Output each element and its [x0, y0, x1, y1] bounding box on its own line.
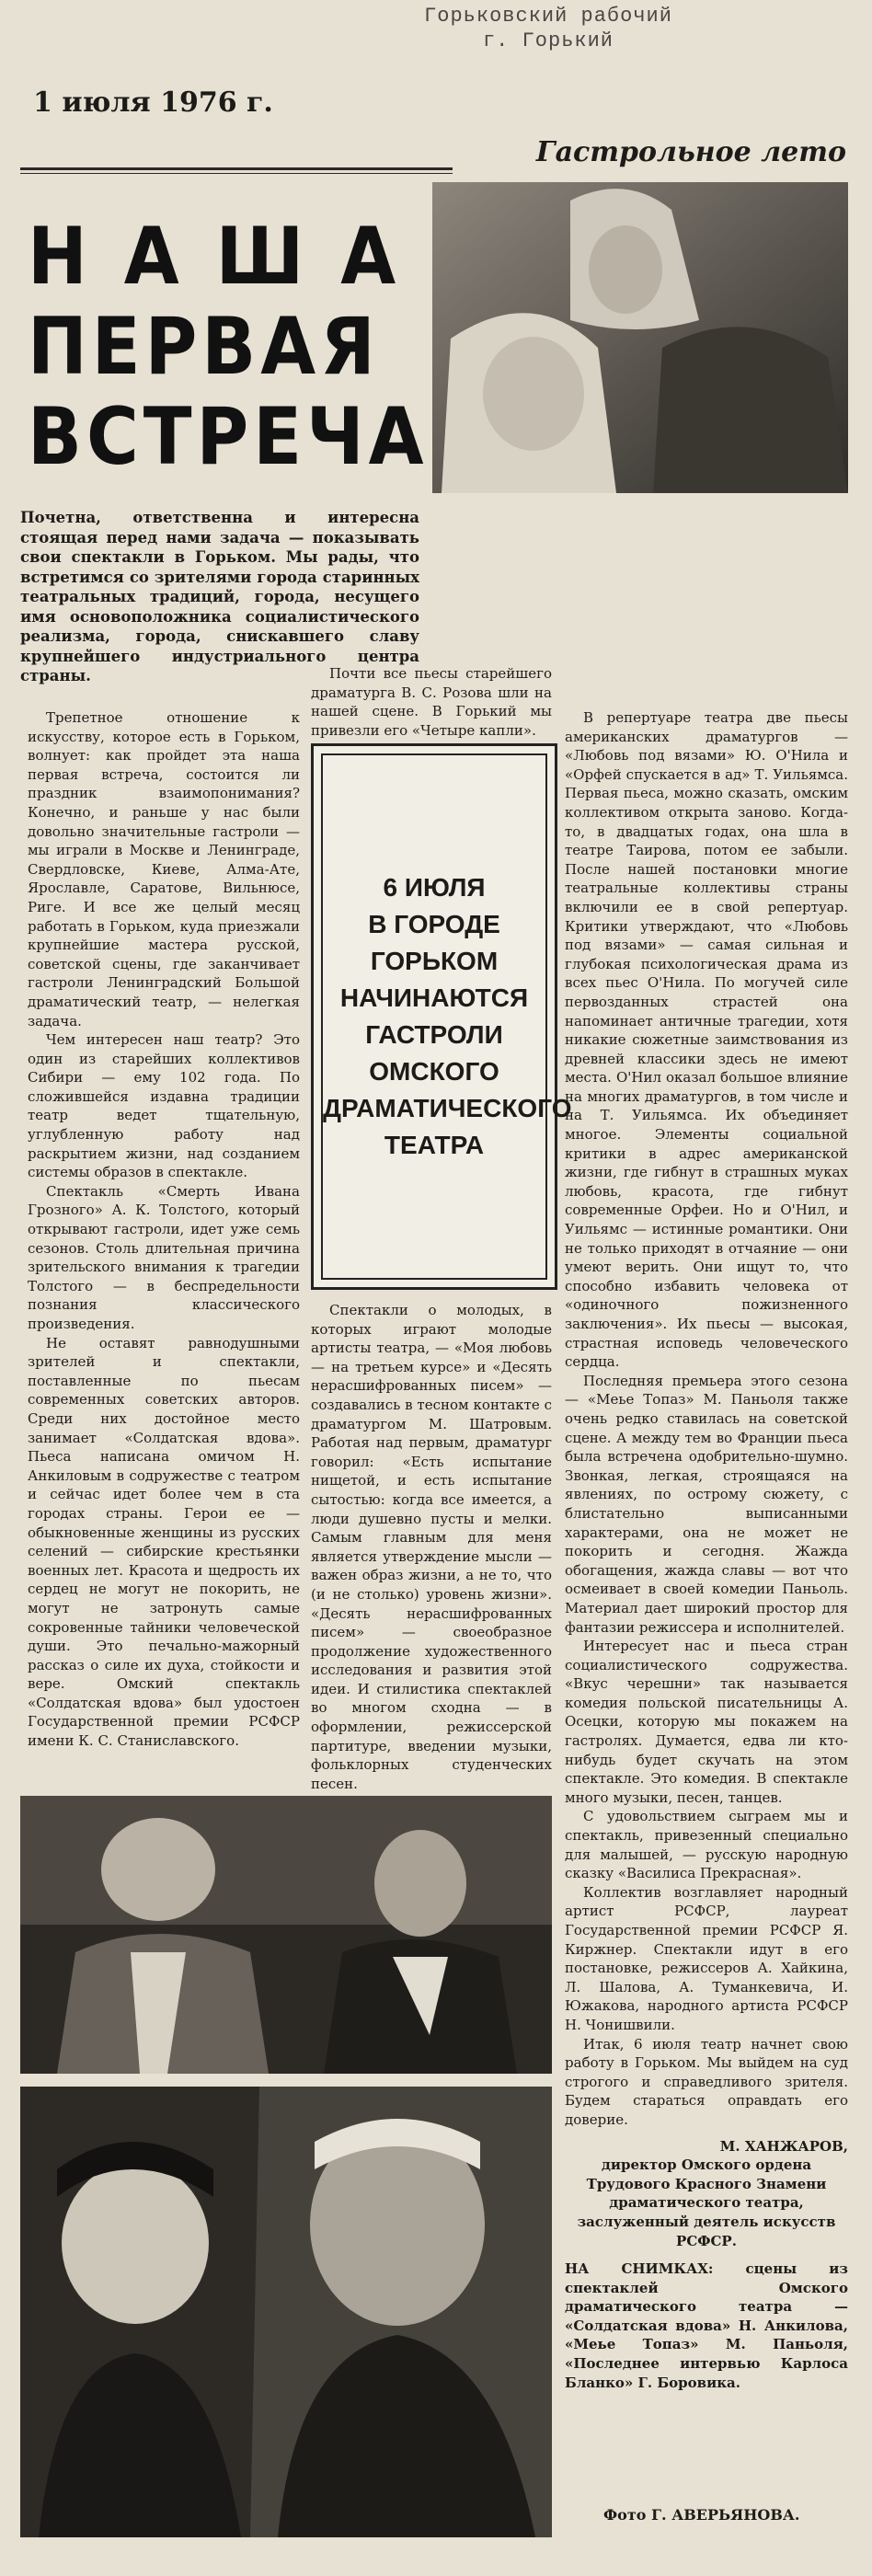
paragraph: Не оставят равнодушными зрителей и спектакли, поставленные по пьесам современных советских авторов. Среди них достойное место занимает «Солдатская вдова». Пьеса написана омичом Н. Анкиловым в содружестве с театром и сейчас идет более чем в ста городах страны. Герои ее — обыкновенные женщины из русских селений — сибирские крестьянки военных лет. Красота и щедрость их сердец не могут не покорить, не могут не затронуть самые сокровенные тайники человеческой души. Это печально-мажорный рассказ о силе их духа, стойкости и вере. Омский спектакль «Солдатская вдова» был удостоен Государственной премии РСФСР имени К. С. Станиславского.: [28, 1334, 300, 1750]
stamp-newspaper-name: Горьковский рабочий: [424, 5, 672, 28]
paragraph: С удовольствием сыграем мы и спектакль, привезенный специально для малышей, — русскую народную сказку «Василиса Прекрасная».: [565, 1808, 848, 1882]
paragraph: Спектакль «Смерть Ивана Грозного» А. К. Толстого, который открывают гастроли, идет уже семь сезонов. Столь длительная причина зрительского внимания к трагедии Толстого — в беспредельности познания классического произведения.: [28, 1182, 300, 1332]
signature-block: [565, 2137, 848, 2251]
headline-line-2: ПЕРВАЯ: [28, 301, 380, 393]
library-stamp: [401, 4, 695, 53]
paragraph: Последняя премьера этого сезона — «Меье Топаз» М. Паньоля также очень редко ставилась на советской сцене. А между тем во Франции пьеса была встречена одобрительно-шумно. Звонкая, легкая, строящаяся на явлениях, по острому сюжету, с блистательно выписанными характерами, она не может не покорить и сегодня. Жажда обогащения, жажда славы — вот что осмеивает в своей комедии Паньоль. Материал дает широкий простор для фантазии режиссера и исполнителей.: [565, 1372, 848, 1636]
article-column-1: [28, 708, 300, 1751]
headline-line-1: НАША: [28, 211, 433, 303]
announcement-line: ГАСТРОЛИ: [365, 1020, 503, 1049]
announcement-line: ДРАМАТИЧЕСКОГО: [323, 1094, 572, 1122]
caption-text: сцены из спектаклей Омского драматического театра — «Солдатская вдова» Н. Анкилова, «Меье Топаз» М. Паньоля, «Последнее интервью Карлоса Бланко» Г. Боровика.: [565, 2260, 848, 2391]
photo-soldier-widow: [432, 182, 848, 493]
paragraph: Трепетное отношение к искусству, которое есть в Горьком, волнует: как пройдет эта наша первая встреча, состоится ли праздник взаимопонимания? Конечно, и раньше у нас были довольно значительные гастроли — мы играли в Москве и Ленинграде, Свердловске, Киеве, Алма-Ате, Ярославле, Саратове, Вильнюсе, Риге. И все же целый месяц работать в Горьком, куда приезжали крупнейшие мастера русской, советской сцены, где заканчивает гастроли Ленинградский Большой драматический театр, — нелегкая задача.: [28, 709, 300, 1029]
article-column-3: [565, 708, 848, 2392]
photo-caption: [565, 2260, 848, 2392]
stamp-city: г. Горький: [482, 29, 614, 52]
announcement-line: ТЕАТРА: [384, 1131, 485, 1159]
announcement-line: 6 ИЮЛЯ: [383, 873, 486, 902]
photo-topaze-image: [20, 1796, 552, 2074]
paragraph: Коллектив возглавляет народный артист РСФСР, лауреат Государственной премии РСФСР Я. Киржнер. Спектакли идут в его постановке, режиссеров А. Хайкина, Л. Шалова, А. Туманкевича, И. Южакова, народного артиста РСФСР Н. Чонишвили.: [565, 1883, 848, 2033]
photo-carlos-blanco: [20, 2087, 552, 2537]
photo-carlos-blanco-image: [20, 2087, 552, 2537]
rubric-rule-left: [20, 167, 453, 170]
caption-heading: НА СНИМКАХ:: [565, 2260, 714, 2278]
tour-announcement-box: [311, 743, 572, 1290]
author-title: директор Омского ордена Трудового Красного Знамени драматического театра, заслуженный деятель искусств РСФСР.: [577, 2156, 836, 2249]
announcement-line: НАЧИНАЮТСЯ: [339, 983, 529, 1012]
headline-line-3: ВСТРЕЧА: [28, 391, 429, 483]
paragraph: Итак, 6 июля театр начнет свою работу в Горьком. Мы выйдем на суд строгого и справедливого зрителя. Будем стараться оправдать его доверие.: [565, 2035, 848, 2128]
rubric-rule-left-thin: [20, 173, 453, 174]
photo-soldier-widow-image: [432, 182, 848, 493]
article-lead: Почетна, ответственна и интересна стоящая перед нами задача — показывать свои спектакли в Горьком. Мы рады, что встретимся со зрителями города старинных театральных традиций, города, несущего имя основоположника социалистического реализма, города, снискавшего славу крупнейшего индустриального центра страны.: [20, 509, 419, 684]
issue-date: 1 июля 1976 г.: [33, 86, 273, 119]
paragraph: Чем интересен наш театр? Это один из старейших коллективов Сибири — ему 102 года. По сложившейся издавна традиции театр ведет тщательную, углубленную работу над раскрытием жизни, над созданием системы образов в спектакле.: [28, 1031, 300, 1181]
photo-topaze: [20, 1796, 552, 2074]
announcement-line: В ГОРОДЕ ГОРЬКОМ: [368, 910, 500, 975]
author-name: М. ХАНЖАРОВ,: [719, 2137, 848, 2155]
paragraph: В репертуаре театра две пьесы американских драматургов — «Любовь под вязами» Ю. О'Нила и «Орфей спускается в ад» Т. Уильямса. Первая пьеса, можно сказать, омским коллективом открыта заново. Когда-то, в двадцатых годах, она шла в театре Таирова, потом ее забыли. После нашей постановки многие театральные коллективы страны включили ее в свой репертуар. Критики утверждают, что «Любовь под вязами» — самая сильная и глубокая психологическая драма из всех пьес О'Нила. По могучей силе первозданных страстей она напоминает античные трагедии, хотя никакие сюжетные заимствования из древней классики здесь не имеют места. О'Нил оказал большое влияние на многих драматургов, в том числе и на Т. Уильямса. Их объединяет многое. Элементы социальной критики в адрес американской жизни, где гибнут в страшных муках любовь, красота, где гибнут современные Орфеи. Но и О'Нил, и Уильямс — истинные романтики. Они не только приходят в отчаяние — они умеют верить. Они ищут то, что способно избавить человека от «одиночного пожизненного заключения». Их пьесы — высокая, страстная исповедь человеческого сердца.: [565, 709, 848, 1371]
paragraph: Интересует нас и пьеса стран социалистического содружества. «Вкус черешни» так называется комедия польской писательницы А. Осецки, которую мы покажем на гастролях. Думается, едва ли кто-нибудь будет скучать на этом спектакле. Это комедия. В спектакле много музыки, песен, танцев.: [565, 1638, 848, 1806]
paragraph: Спектакли о молодых, в которых играют молодые артисты театра, — «Моя любовь — на третьем курсе» и «Десять нерасшифрованных писем» — создавались в тесном контакте с драматургом М. Шатровым. Работая над первым, драматург говорил: «Есть испытание нищетой, и есть испытание сытостью: когда все имеется, а люди душевно пусты и мелки. Самым главным для меня является утверждение мысли — важен образ жизни, а не то, что (и не столько) уровень жизни». «Десять нерасшифрованных писем» — своеобразное продолжение художественного исследования и развития этой идеи. И стилистика спектаклей во многом сходна — в оформлении, режиссерской партитуре, введении музыки, фольклорных студенческих песен.: [311, 1302, 552, 1792]
photo-credit: Фото Г. АВЕРЬЯНОВА.: [603, 2506, 800, 2524]
headline: [28, 211, 433, 483]
paragraph: Почти все пьесы старейшего драматурга В. С. Розова шли на нашей сцене. В Горький мы привезли его «Четыре капли».: [311, 665, 552, 739]
article-column-2-top: [311, 664, 552, 740]
announcement-line: ОМСКОГО: [369, 1057, 499, 1086]
rubric-label: Гастрольное лето: [535, 136, 846, 168]
